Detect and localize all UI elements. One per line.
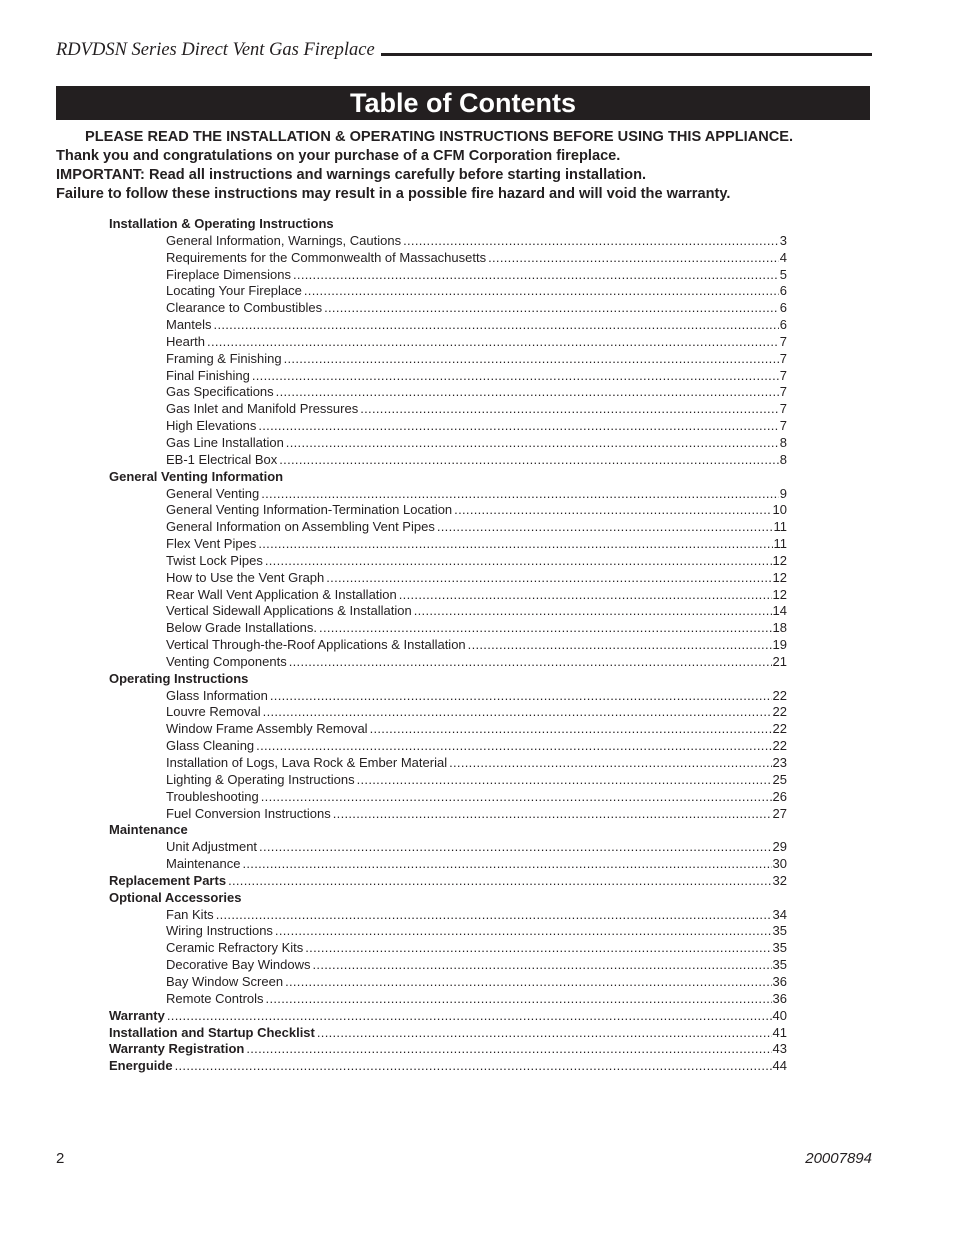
- toc-entry[interactable]: [109, 283, 787, 300]
- toc-dot-leader: [261, 486, 779, 503]
- toc-label: Replacement Parts: [109, 872, 227, 888]
- toc-dot-leader: [289, 654, 772, 671]
- toc-label: Glass Cleaning: [166, 738, 255, 754]
- toc-page-number: 23: [772, 755, 787, 770]
- toc-label: Unit Adjustment: [166, 839, 258, 855]
- toc-entry[interactable]: [109, 587, 787, 604]
- toc-page-number: 22: [772, 704, 787, 720]
- toc-label: Twist Lock Pipes: [166, 552, 263, 568]
- toc-page-number: 36: [772, 973, 787, 989]
- header-title: RDVDSN Series Direct Vent Gas Fireplace: [56, 40, 375, 60]
- toc-entry[interactable]: [109, 688, 787, 705]
- toc-page-number: 35: [772, 940, 787, 956]
- toc-label: Bay Window Screen: [166, 973, 284, 989]
- toc-label: Operating Instructions: [109, 670, 249, 686]
- toc-page-number: 10: [772, 502, 787, 518]
- page-number: 2: [56, 1150, 65, 1167]
- toc-section[interactable]: [109, 822, 787, 839]
- intro-line-important: IMPORTANT: Read all instructions and warnings carefully before starting installation.: [56, 167, 647, 183]
- toc-entry[interactable]: [109, 570, 787, 587]
- toc-dot-leader: [414, 603, 772, 620]
- toc-entry[interactable]: [109, 991, 787, 1008]
- toc-section[interactable]: [109, 671, 787, 688]
- toc-page-number: 40: [772, 1007, 787, 1023]
- toc-section[interactable]: [109, 1025, 787, 1042]
- toc-section[interactable]: [109, 469, 787, 486]
- toc-label: EB-1 Electrical Box: [166, 451, 278, 467]
- toc-label: General Information on Assembling Vent Pipes: [166, 519, 435, 535]
- toc-entry[interactable]: [109, 267, 787, 284]
- toc-dot-leader: [488, 250, 779, 267]
- toc-label: Troubleshooting: [166, 788, 259, 804]
- toc-dot-leader: [449, 755, 771, 772]
- toc-page-number: 7: [779, 333, 787, 349]
- toc-page-number: 21: [772, 653, 787, 669]
- toc-entry[interactable]: [109, 772, 787, 789]
- toc-page-number: 26: [772, 788, 787, 804]
- toc-entry[interactable]: [109, 957, 787, 974]
- toc-dot-leader: [454, 502, 771, 519]
- toc-entry[interactable]: [109, 856, 787, 873]
- toc-section[interactable]: [109, 216, 787, 233]
- toc-dot-leader: [304, 283, 779, 300]
- toc-dot-leader: [256, 738, 771, 755]
- toc-dot-leader: [437, 519, 773, 536]
- toc-label: Requirements for the Commonwealth of Massachusetts: [166, 249, 487, 265]
- toc-entry[interactable]: [109, 806, 787, 823]
- toc-section[interactable]: [109, 873, 787, 890]
- toc-label: Installation of Logs, Lava Rock & Ember Material: [166, 755, 448, 770]
- toc-entry[interactable]: [109, 974, 787, 991]
- toc-label: Glass Information: [166, 687, 268, 703]
- toc-dot-leader: [261, 789, 772, 806]
- toc-label: Energuide: [109, 1058, 173, 1074]
- toc-label: Gas Line Installation: [166, 434, 284, 450]
- toc-dot-leader: [266, 991, 772, 1008]
- toc-dot-leader: [252, 368, 779, 385]
- toc-label: How to Use the Vent Graph: [166, 569, 325, 585]
- toc-entry[interactable]: [109, 401, 787, 418]
- toc-page-number: 44: [772, 1058, 787, 1074]
- intro-line-thanks: Thank you and congratulations on your purchase of a CFM Corporation fireplace.: [56, 148, 621, 164]
- toc-page-number: 6: [779, 300, 787, 316]
- toc-dot-leader: [313, 957, 772, 974]
- toc-label: Flex Vent Pipes: [166, 536, 257, 552]
- table-of-contents: [109, 216, 787, 1075]
- intro-line-read-first: PLEASE READ THE INSTALLATION & OPERATING INSTRUCTIONS BEFORE USING THIS APPLIANCE.: [85, 129, 794, 145]
- toc-dot-leader: [370, 721, 772, 738]
- toc-entry[interactable]: [109, 502, 787, 519]
- toc-page-number: 41: [772, 1024, 787, 1040]
- toc-dot-leader: [228, 873, 771, 890]
- toc-label: Decorative Bay Windows: [166, 957, 311, 973]
- toc-dot-leader: [167, 1008, 772, 1025]
- toc-page-number: 9: [779, 485, 787, 501]
- toc-dot-leader: [275, 923, 772, 940]
- toc-dot-leader: [319, 620, 772, 637]
- toc-dot-leader: [333, 806, 772, 823]
- toc-page-number: 8: [779, 451, 787, 467]
- toc-label: Fan Kits: [166, 906, 214, 922]
- toc-entry[interactable]: [109, 620, 787, 637]
- toc-page-number: 36: [772, 990, 787, 1006]
- toc-page-number: 35: [772, 923, 787, 939]
- toc-label: Vertical Through-the-Roof Applications & Installation: [166, 637, 466, 653]
- page-title: Table of Contents: [56, 86, 870, 120]
- toc-page-number: 4: [779, 249, 787, 265]
- toc-dot-leader: [293, 267, 779, 284]
- toc-page-number: 25: [772, 771, 787, 787]
- toc-entry[interactable]: [109, 536, 787, 553]
- toc-entry[interactable]: [109, 704, 787, 721]
- toc-page-number: 12: [772, 586, 787, 602]
- toc-page-number: 6: [779, 283, 787, 299]
- toc-dot-leader: [214, 317, 779, 334]
- header-rule: [381, 53, 872, 56]
- toc-page-number: 18: [772, 620, 787, 636]
- toc-dot-leader: [258, 536, 772, 553]
- toc-label: Window Frame Assembly Removal: [166, 721, 368, 737]
- toc-dot-leader: [305, 940, 771, 957]
- toc-label: Gas Inlet and Manifold Pressures: [166, 401, 359, 417]
- toc-dot-leader: [265, 553, 772, 570]
- toc-dot-leader: [286, 435, 779, 452]
- toc-entry[interactable]: [109, 250, 787, 267]
- toc-dot-leader: [317, 1025, 772, 1042]
- toc-page-number: 43: [772, 1041, 787, 1057]
- toc-page-number: 11: [773, 536, 787, 552]
- toc-entry[interactable]: [109, 907, 787, 924]
- toc-dot-leader: [175, 1058, 772, 1075]
- toc-entry[interactable]: [109, 486, 787, 503]
- toc-section[interactable]: [109, 1058, 787, 1075]
- toc-entry[interactable]: [109, 300, 787, 317]
- toc-dot-leader: [263, 704, 772, 721]
- toc-page-number: 32: [772, 872, 787, 888]
- toc-page-number: 22: [772, 687, 787, 703]
- toc-dot-leader: [242, 856, 771, 873]
- toc-entry[interactable]: [109, 384, 787, 401]
- toc-page-number: 30: [772, 856, 787, 872]
- toc-label: Locating Your Fireplace: [166, 283, 302, 299]
- toc-label: Venting Components: [166, 653, 287, 669]
- toc-label: Maintenance: [109, 822, 188, 838]
- toc-section[interactable]: [109, 1041, 787, 1058]
- toc-label: Final Finishing: [166, 367, 250, 383]
- toc-label: General Venting Information-Termination Location: [166, 502, 453, 518]
- toc-page-number: 7: [779, 384, 787, 400]
- toc-page-number: 7: [779, 418, 787, 434]
- toc-dot-leader: [279, 452, 779, 469]
- toc-label: Below Grade Installations.: [166, 620, 318, 636]
- toc-entry[interactable]: [109, 637, 787, 654]
- toc-section[interactable]: [109, 890, 787, 907]
- toc-page-number: 29: [772, 839, 787, 855]
- toc-label: Optional Accessories: [109, 889, 242, 905]
- toc-dot-leader: [357, 772, 772, 789]
- toc-dot-leader: [324, 300, 779, 317]
- toc-entry[interactable]: [109, 452, 787, 469]
- toc-entry[interactable]: [109, 603, 787, 620]
- toc-page-number: 11: [773, 519, 787, 535]
- toc-entry[interactable]: [109, 334, 787, 351]
- toc-page-number: 7: [779, 367, 787, 383]
- toc-label: Warranty Registration: [109, 1041, 245, 1057]
- toc-dot-leader: [399, 587, 772, 604]
- toc-page-number: 12: [772, 569, 787, 585]
- running-header: [56, 38, 872, 62]
- toc-page-number: 7: [779, 350, 787, 366]
- toc-entry[interactable]: [109, 519, 787, 536]
- toc-label: Remote Controls: [166, 990, 264, 1006]
- toc-entry[interactable]: [109, 317, 787, 334]
- toc-label: Maintenance: [166, 856, 241, 872]
- toc-dot-leader: [326, 570, 771, 587]
- toc-section[interactable]: [109, 1008, 787, 1025]
- toc-page-number: 22: [772, 738, 787, 754]
- toc-dot-leader: [284, 351, 779, 368]
- toc-label: Wiring Instructions: [166, 923, 273, 939]
- toc-dot-leader: [276, 384, 779, 401]
- toc-entry[interactable]: [109, 435, 787, 452]
- toc-label: Louvre Removal: [166, 704, 261, 720]
- toc-entry[interactable]: [109, 721, 787, 738]
- toc-page-number: 12: [772, 552, 787, 568]
- toc-entry[interactable]: [109, 738, 787, 755]
- toc-label: Fireplace Dimensions: [166, 266, 291, 282]
- toc-entry[interactable]: [109, 923, 787, 940]
- intro-block: [56, 128, 876, 204]
- toc-entry[interactable]: [109, 351, 787, 368]
- toc-label: Rear Wall Vent Application & Installation: [166, 586, 397, 602]
- toc-dot-leader: [360, 401, 779, 418]
- toc-label: Ceramic Refractory Kits: [166, 940, 304, 956]
- toc-page-number: 6: [779, 317, 787, 333]
- toc-label: Warranty: [109, 1007, 165, 1023]
- toc-dot-leader: [285, 974, 771, 991]
- toc-entry[interactable]: [109, 233, 787, 250]
- toc-label: General Venting: [166, 485, 260, 501]
- toc-entry[interactable]: [109, 553, 787, 570]
- toc-entry[interactable]: [109, 789, 787, 806]
- toc-entry[interactable]: [109, 940, 787, 957]
- toc-page-number: 3: [779, 232, 787, 248]
- toc-label: Installation & Operating Instructions: [109, 216, 334, 231]
- toc-label: General Information, Warnings, Cautions: [166, 232, 402, 248]
- toc-entry[interactable]: [109, 755, 787, 772]
- toc-entry[interactable]: [109, 839, 787, 856]
- document-number: 20007894: [805, 1150, 872, 1167]
- toc-label: Hearth: [166, 333, 206, 349]
- toc-page-number: 19: [772, 637, 787, 653]
- toc-page-number: 5: [779, 266, 787, 282]
- toc-page-number: 27: [772, 805, 787, 821]
- toc-dot-leader: [246, 1041, 771, 1058]
- toc-dot-leader: [270, 688, 772, 705]
- toc-dot-leader: [259, 839, 771, 856]
- toc-page-number: 22: [772, 721, 787, 737]
- toc-page-number: 8: [779, 434, 787, 450]
- toc-label: Installation and Startup Checklist: [109, 1024, 315, 1040]
- toc-label: Clearance to Combustibles: [166, 300, 323, 316]
- toc-label: Lighting & Operating Instructions: [166, 771, 355, 787]
- toc-entry[interactable]: [109, 654, 787, 671]
- toc-label: Vertical Sidewall Applications & Installation: [166, 603, 412, 619]
- toc-dot-leader: [216, 907, 772, 924]
- toc-page-number: 35: [772, 957, 787, 973]
- toc-label: Fuel Conversion Instructions: [166, 805, 331, 821]
- toc-label: General Venting Information: [109, 468, 284, 484]
- toc-dot-leader: [258, 418, 778, 435]
- toc-label: High Elevations: [166, 418, 257, 434]
- toc-page-number: 14: [772, 603, 787, 619]
- toc-label: Framing & Finishing: [166, 350, 282, 366]
- toc-label: Gas Specifications: [166, 384, 274, 400]
- toc-entry[interactable]: [109, 368, 787, 385]
- toc-entry[interactable]: [109, 418, 787, 435]
- toc-dot-leader: [207, 334, 779, 351]
- toc-page-number: 7: [779, 401, 787, 417]
- toc-dot-leader: [403, 233, 779, 250]
- toc-label: Mantels: [166, 317, 212, 333]
- toc-dot-leader: [468, 637, 772, 654]
- intro-line-warning: Failure to follow these instructions may result in a possible fire hazard and will void the warranty.: [56, 186, 731, 202]
- toc-page-number: 34: [772, 906, 787, 922]
